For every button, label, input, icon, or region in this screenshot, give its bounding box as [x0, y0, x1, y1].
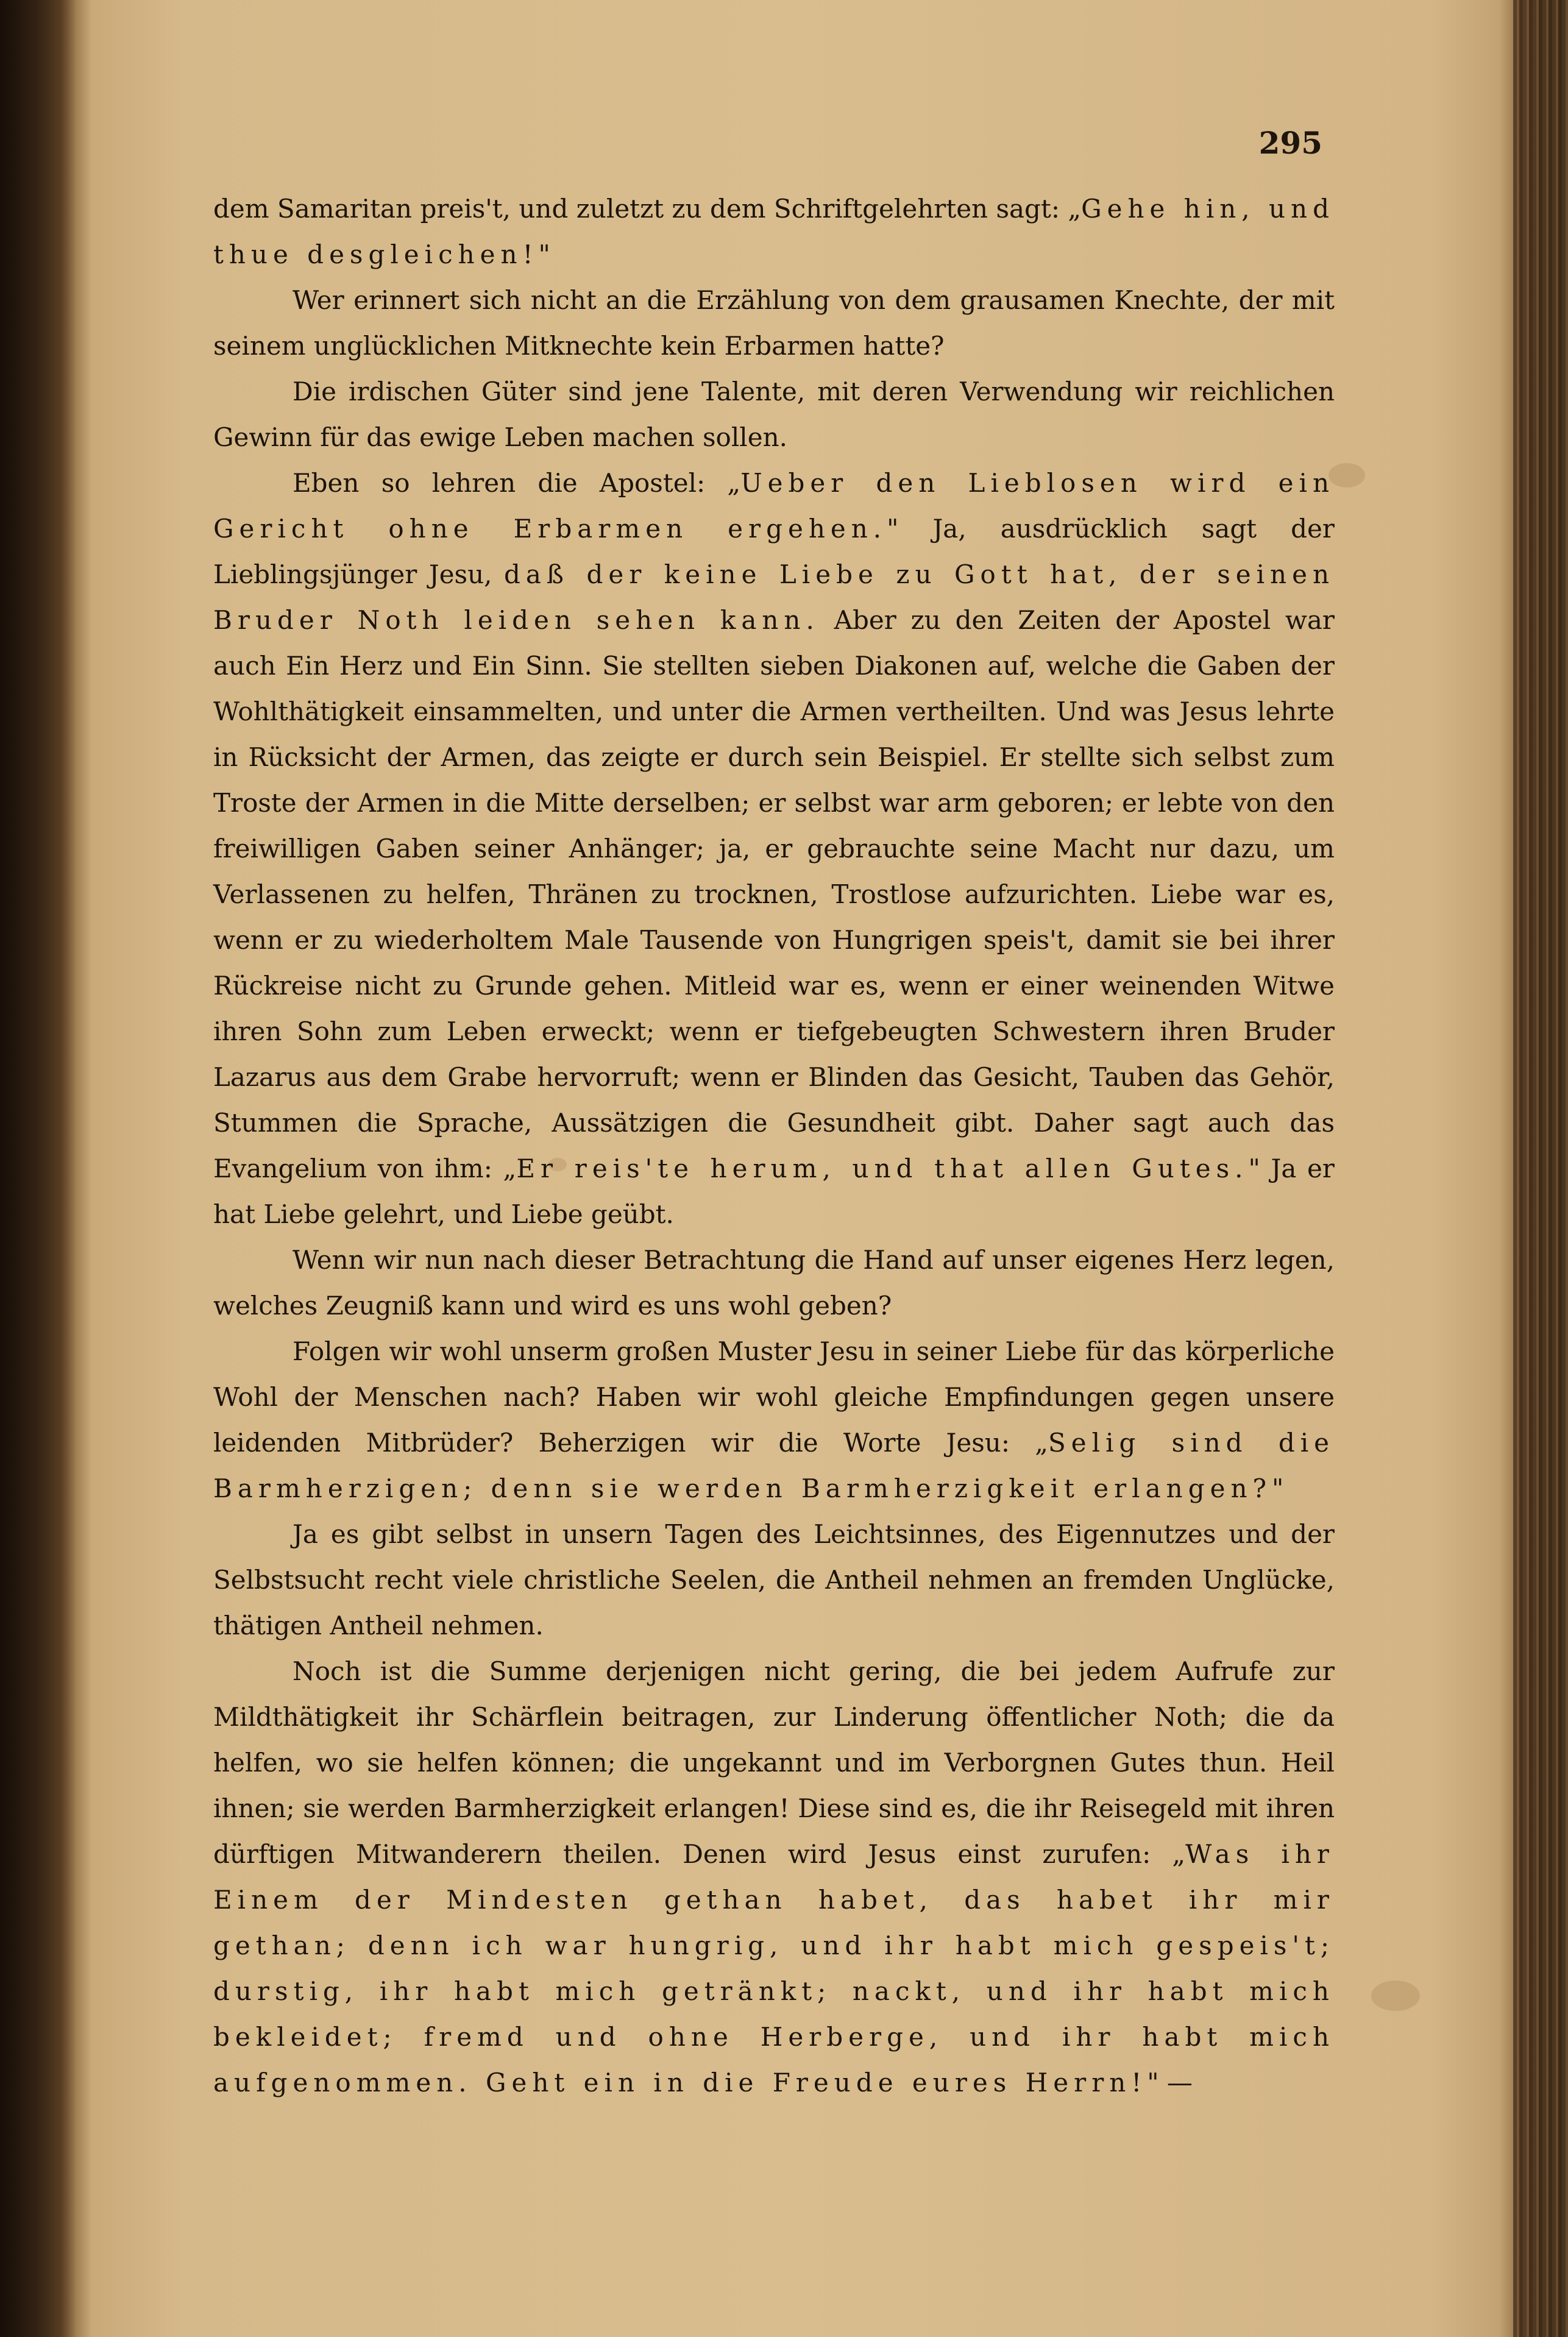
binding-gutter-shadow	[0, 0, 91, 2337]
text-run: Ja es gibt selbst in unsern Tagen des Leichtsinnes, des Eigennutzes und der Selbstsucht recht viele christliche Seelen, die Antheil nehmen an fremden Unglücke, thätigen Antheil nehmen.	[213, 1519, 1335, 1640]
paragraph	[213, 369, 1335, 460]
text-run: Wenn wir nun nach dieser Betrachtung die Hand auf unser eigenes Herz legen, welches Zeugniß kann und wird es uns wohl geben?	[213, 1245, 1335, 1321]
paragraph	[213, 1648, 1335, 2105]
page-edge-stack	[1513, 0, 1568, 2337]
paragraph	[213, 186, 1335, 277]
page-number: 295	[1258, 125, 1322, 161]
paragraph	[213, 460, 1335, 1237]
text-run: " —	[1147, 2068, 1193, 2098]
text-run: dem Samaritan preis't, und zuletzt zu dem Schriftgelehrten sagt: „	[213, 194, 1082, 224]
spaced-quotation: Ueber den Lieblosen wird ein Gericht ohne Erbarmen ergehen.	[213, 468, 1335, 544]
text-run: Eben so lehren die Apostel: „	[293, 468, 741, 498]
text-run: Die irdischen Güter sind jene Talente, mit deren Verwendung wir reichlichen Gewinn für das ewige Leben machen sollen.	[213, 377, 1335, 452]
paper-stain	[1371, 1981, 1420, 2011]
spaced-quotation: Selig sind die Barmherzigen; denn sie werden Barmherzigkeit erlangen?	[213, 1428, 1335, 1503]
spaced-quotation: daß der keine Liebe zu Gott hat, der seinen Bruder Noth leiden sehen kann.	[213, 559, 1335, 635]
paragraph	[213, 1328, 1335, 1511]
text-run: Folgen wir wohl unserm großen Muster Jesu in seiner Liebe für das körperliche Wohl der Menschen nach? Haben wir wohl gleiche Empfindungen gegen unsere leidenden Mitbrüder? Beherzigen wir die Worte Jesu: „	[213, 1336, 1335, 1458]
body-text	[213, 186, 1335, 2105]
spaced-quotation: Gehe hin, und thue desgleichen!	[213, 194, 1335, 269]
paragraph	[213, 1511, 1335, 1648]
text-run: Aber zu den Zeiten der Apostel war auch Ein Herz und Ein Sinn. Sie stellten sieben Diakonen auf, welche die Gaben der Wohlthätigkeit einsammelten, und unter die Armen vertheilten. Und was Jesus lehrte in Rücksicht der Armen, das zeigte er durch sein Beispiel. Er stellte sich selbst zum Troste der Armen in die Mitte derselben; er selbst war arm geboren; er lebte von den freiwilligen Gaben seiner Anhänger; ja, er gebrauchte seine Macht nur dazu, um Verlassenen zu helfen, Thränen zu trocknen, Trostlose aufzurichten. Liebe war es, wenn er zu wiederholtem Male Tausende von Hungrigen speis't, damit sie bei ihrer Rückreise nicht zu Grunde gehen. Mitleid war es, wenn er einer weinenden Witwe ihren Sohn zum Leben erweckt; wenn er tiefgebeugten Schwestern ihren Bruder Lazarus aus dem Grabe hervorruft; wenn er Blinden das Gesicht, Tauben das Gehör, Stummen die Sprache, Aussätzigen die Gesundheit gibt. Daher sagt auch das Evangelium von ihm: „	[213, 605, 1335, 1183]
text-run: Wer erinnert sich nicht an die Erzählung von dem grausamen Knechte, der mit seinem unglücklichen Mitknechte kein Erbarmen hatte?	[213, 285, 1335, 361]
text-run: " Ja er hat Liebe gelehrt, und Liebe geübt.	[213, 1154, 1335, 1229]
spaced-quotation: Was ihr Einem der Mindesten gethan habet, das habet ihr mir gethan; denn ich war hungrig, und ihr habt mich gespeis't; durstig, ihr habt mich getränkt; nackt, und ihr habt mich bekleidet; fremd und ohne Herberge, und ihr habt mich aufgenommen. Geht ein in die Freude eures Herrn!	[213, 1839, 1335, 2098]
paragraph	[213, 277, 1335, 369]
spaced-quotation: Er reis'te herum, und that allen Gutes.	[516, 1154, 1249, 1183]
text-run: Noch ist die Summe derjenigen nicht gering, die bei jedem Aufrufe zur Mildthätigkeit ihr Schärflein beitragen, zur Linderung öffentlicher Noth; die da helfen, wo sie helfen können; die ungekannt und im Verborgnen Gutes thun. Heil ihnen; sie werden Barmherzigkeit erlangen! Diese sind es, die ihr Reisegeld mit ihren dürftigen Mitwanderern theilen. Denen wird Jesus einst zurufen: „	[213, 1656, 1335, 1869]
paragraph	[213, 1237, 1335, 1328]
text-run: "	[538, 239, 550, 269]
text-run: "	[1272, 1473, 1284, 1503]
text-run: " Ja, ausdrücklich sagt der Lieblingsjünger Jesu,	[213, 514, 1335, 589]
